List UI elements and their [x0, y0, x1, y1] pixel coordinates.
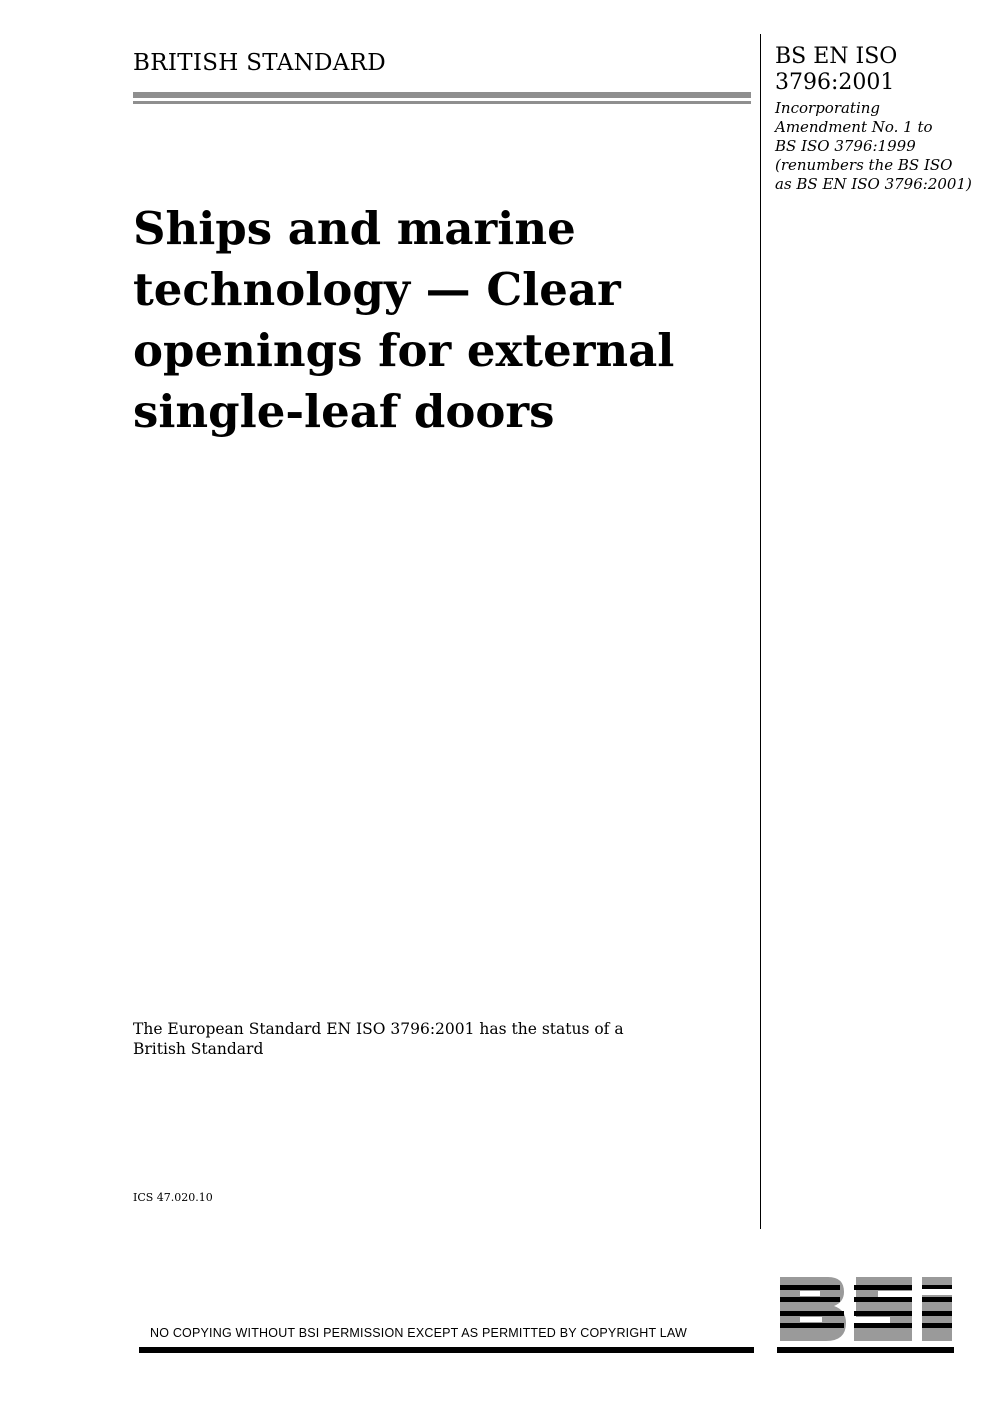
document-title: Ships and marine technology — Clear openings for external single-leaf doors [133, 202, 675, 438]
ics-code: ICS 47.020.10 [133, 1191, 213, 1204]
header-rule-thick [133, 92, 751, 98]
amendment-note: Incorporating Amendment No. 1 to BS ISO 3796:1999 (renumbers the BS ISO as BS EN ISO 3796:2001) [775, 99, 972, 193]
document-type-label: BRITISH STANDARD [133, 50, 387, 76]
bsi-logo-letter-i [922, 1277, 952, 1341]
logo-rule [777, 1347, 954, 1353]
standard-number: BS EN ISO 3796:2001 [775, 44, 898, 95]
bsi-logo [778, 1275, 956, 1343]
bsi-logo-letter-s [854, 1277, 912, 1341]
vertical-divider [760, 34, 761, 1229]
bsi-logo-letter-b [780, 1277, 846, 1341]
copyright-notice: NO COPYING WITHOUT BSI PERMISSION EXCEPT AS PERMITTED BY COPYRIGHT LAW [150, 1326, 688, 1340]
header-rule-thin [133, 101, 751, 104]
status-statement: The European Standard EN ISO 3796:2001 has the status of a British Standard [133, 1020, 624, 1058]
footer-rule [139, 1347, 754, 1353]
